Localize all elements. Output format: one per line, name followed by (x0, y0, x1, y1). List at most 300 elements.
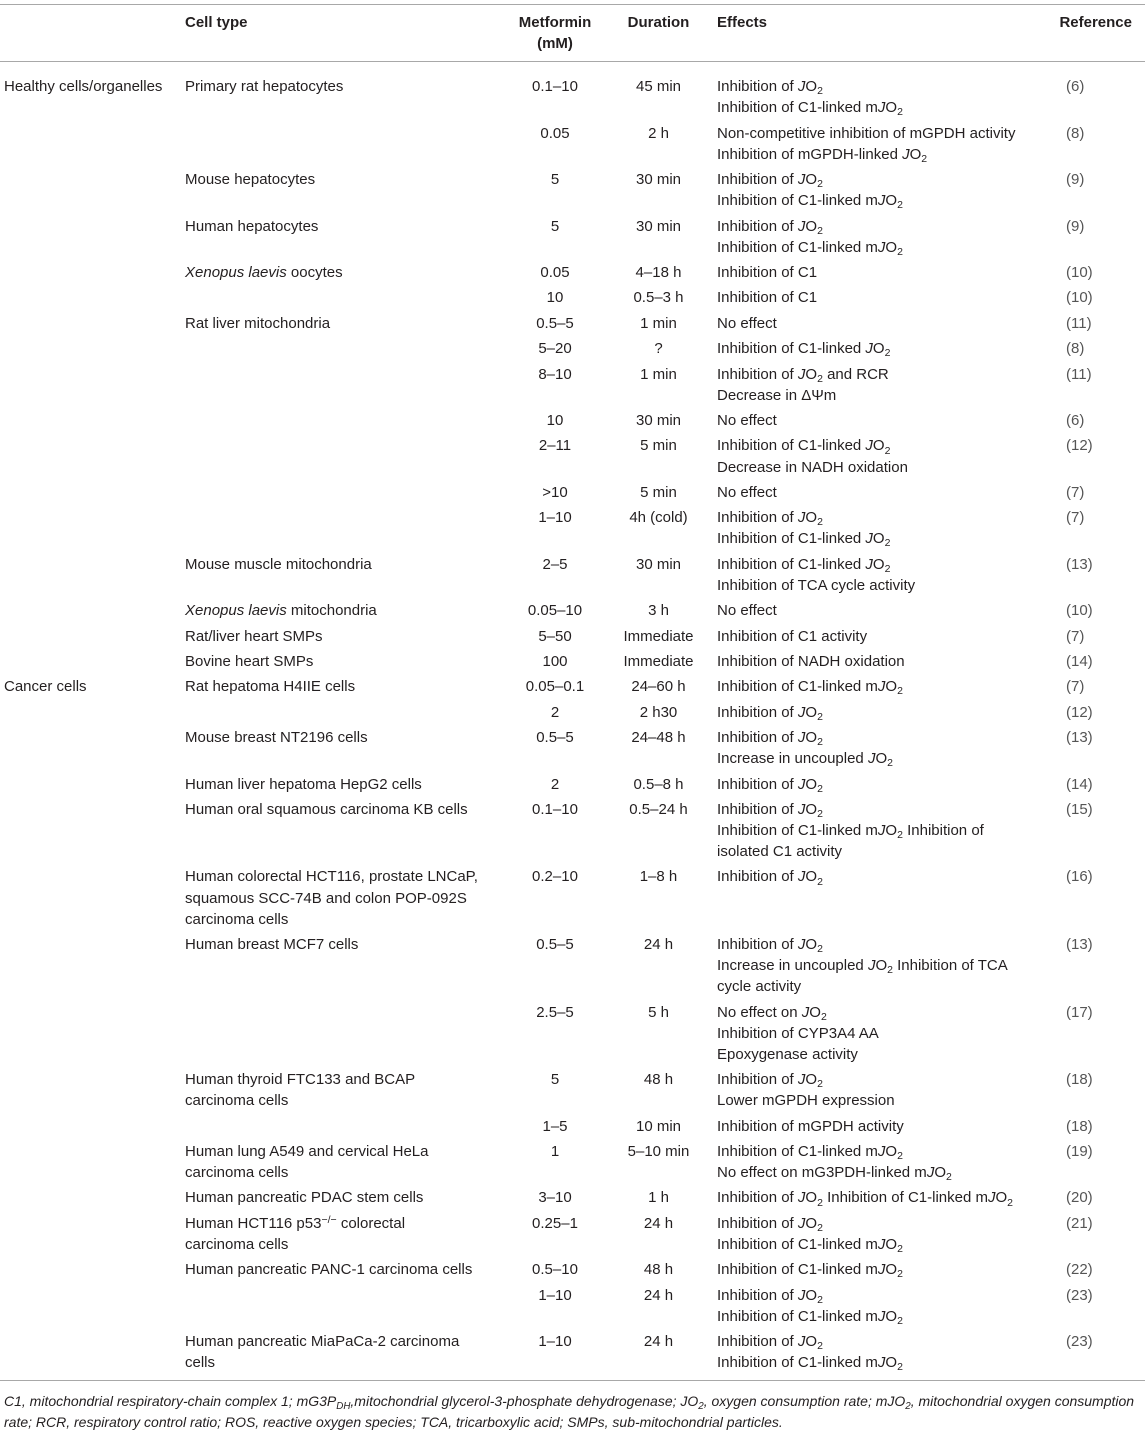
reference-cell (1050, 1185, 1145, 1210)
text-run: rate; RCR, respiratory control ratio; ROS, reactive oxygen species; TCA, tricarboxylic acid; SMPs, sub-mitochondrial particles. (4, 1413, 783, 1430)
header-group (0, 5, 180, 62)
reference-link[interactable]: (10) (1066, 264, 1093, 282)
reference-link[interactable]: (6) (1066, 78, 1085, 96)
italic-run: J (877, 238, 886, 256)
text-run: Human thyroid FTC133 and BCAP (185, 1071, 416, 1089)
duration-value: 2 h (648, 124, 669, 142)
effect-line (717, 76, 1050, 97)
group-cell (0, 725, 180, 771)
text-run: O (805, 1189, 818, 1207)
italic-run: J (877, 1143, 886, 1160)
effects-cell (712, 62, 1050, 121)
reference-cell (1050, 361, 1145, 407)
table-row (0, 1113, 1145, 1138)
subscript-run: 2 (817, 1196, 823, 1209)
reference-link[interactable]: (17) (1066, 1003, 1093, 1021)
metformin-dose: 0.1–10 (532, 800, 578, 818)
text-run: Inhibition of C1-linked m (717, 99, 878, 117)
italic-run: J (865, 530, 873, 548)
group-cell (0, 121, 180, 167)
table-row (0, 623, 1145, 648)
table-row (0, 999, 1145, 1067)
table-row (0, 649, 1145, 674)
cell-type-line (185, 313, 505, 334)
italic-run: J (797, 509, 806, 527)
duration-cell (605, 1283, 712, 1329)
effect-line (717, 1187, 1050, 1208)
reference-link[interactable]: (7) (1066, 509, 1085, 527)
reference-cell (1050, 285, 1145, 310)
metformin-dose: 5 (550, 217, 560, 235)
text-run: O (805, 1333, 818, 1351)
duration-value: 5 min (640, 483, 677, 501)
group-cell (0, 408, 180, 433)
effects-cell (712, 700, 1050, 725)
effect-line (717, 1234, 1050, 1255)
metformin-cell (505, 285, 605, 310)
text-run: Inhibition of (717, 1071, 798, 1089)
effects-cell (712, 999, 1050, 1067)
effects-cell (712, 771, 1050, 796)
duration-cell (605, 1257, 712, 1282)
text-run: O (885, 678, 898, 696)
text-run: O (805, 775, 818, 793)
cell-type-line (185, 1213, 505, 1234)
metformin-dose: 1–10 (538, 509, 572, 527)
text-run: O (885, 1354, 898, 1372)
italic-run: J (877, 1307, 886, 1325)
duration-cell (605, 797, 712, 865)
effects-cell (712, 433, 1050, 479)
duration-value: 24 h (643, 1333, 674, 1351)
cell-type-cell (180, 1257, 505, 1282)
reference-link[interactable]: (8) (1066, 340, 1085, 358)
reference-cell (1050, 1139, 1145, 1185)
effect-line (717, 1141, 1050, 1162)
italic-run: J (797, 78, 806, 96)
reference-link[interactable]: (9) (1066, 217, 1085, 235)
cell-type-line (185, 1331, 505, 1352)
group-cell (0, 361, 180, 407)
metformin-dose: 3–10 (538, 1189, 572, 1207)
subscript-run: 2 (897, 829, 903, 842)
effect-line (717, 866, 1050, 887)
duration-cell (605, 361, 712, 407)
duration-cell (605, 480, 712, 505)
cell-type-line (185, 888, 505, 909)
group-cell (0, 623, 180, 648)
subscript-run: 2 (945, 1171, 952, 1184)
metformin-cell (505, 311, 605, 336)
reference-cell (1050, 932, 1145, 1000)
reference-cell (1050, 552, 1145, 598)
reference-link[interactable]: (16) (1066, 868, 1093, 886)
text-run: O (872, 437, 885, 455)
effect-line (717, 1044, 1050, 1065)
table-row (0, 167, 1145, 213)
text-run: Decrease in ΔΨm (717, 386, 837, 404)
duration-value: 1 min (640, 365, 677, 383)
header-duration-label: Duration (627, 14, 690, 31)
effects-cell (712, 480, 1050, 505)
effect-line (717, 702, 1050, 723)
text-run: O (805, 365, 818, 383)
table-row (0, 480, 1145, 505)
text-run: Inhibition of C1-linked m (717, 1261, 878, 1279)
duration-cell (605, 408, 712, 433)
metformin-cell (505, 213, 605, 259)
text-run: No effect (717, 314, 777, 332)
text-run: O (805, 1071, 818, 1089)
metformin-cell (505, 408, 605, 433)
italic-run: J (988, 1189, 996, 1207)
table-row (0, 408, 1145, 433)
text-run: Inhibition of C1-linked m (717, 192, 878, 210)
text-run: Mouse breast NT2196 cells (185, 729, 368, 747)
cell-type-cell (180, 864, 505, 932)
subscript-run: 2 (817, 943, 823, 956)
metformin-dose: 2–5 (542, 555, 568, 573)
effects-cell (712, 121, 1050, 167)
duration-value: 1 h (648, 1189, 669, 1207)
subscript-run: 2 (817, 782, 823, 795)
cell-type-cell (180, 552, 505, 598)
reference-link[interactable]: (11) (1066, 314, 1092, 332)
effect-line (717, 410, 1050, 431)
text-run: O (885, 238, 898, 256)
italic-run: J (877, 99, 886, 117)
cell-type-line (185, 216, 505, 237)
effect-line (717, 748, 1050, 769)
table-row (0, 213, 1145, 259)
duration-value: Immediate (623, 652, 694, 670)
group-cell (0, 62, 180, 121)
effect-line (717, 237, 1050, 258)
effects-cell (712, 649, 1050, 674)
metformin-cell (505, 62, 605, 121)
text-run: Inhibition of (717, 1333, 798, 1351)
table-row (0, 361, 1145, 407)
text-run: carcinoma cells (185, 1164, 289, 1182)
effects-cell (712, 1139, 1050, 1185)
text-run: Increase in uncoupled (717, 957, 868, 975)
text-run: Epoxygenase activity (717, 1045, 858, 1063)
cell-type-cell (180, 932, 505, 1000)
reference-link[interactable]: (6) (1066, 412, 1085, 430)
duration-cell (605, 1211, 712, 1257)
duration-value: 48 h (643, 1261, 674, 1279)
duration-cell (605, 932, 712, 1000)
table-row (0, 505, 1145, 551)
duration-cell (605, 674, 712, 699)
subscript-run: 2 (884, 537, 891, 550)
effect-line (717, 955, 1050, 976)
effects-cell (712, 1283, 1050, 1329)
text-run: Inhibition of TCA cycle activity (717, 576, 916, 594)
metformin-dose: >10 (542, 483, 568, 501)
text-run: Human HCT116 p53 (185, 1214, 322, 1232)
effect-line (717, 123, 1050, 144)
text-run: Inhibition of C1-linked (717, 530, 866, 548)
text-run: O (805, 729, 818, 747)
cell-type-cell (180, 361, 505, 407)
reference-link[interactable]: (19) (1066, 1143, 1093, 1160)
effect-line (717, 727, 1050, 748)
reference-link[interactable]: (7) (1066, 678, 1085, 696)
text-run: Inhibition of C1-linked m (717, 1354, 878, 1372)
footnote-line (4, 1391, 1141, 1411)
effect-line (717, 338, 1050, 359)
duration-cell (605, 260, 712, 285)
effect-line (717, 799, 1050, 820)
subscript-run: 2 (897, 1243, 903, 1256)
metformin-effects-table (0, 4, 1145, 1381)
duration-cell (605, 552, 712, 598)
italic-run: J (797, 171, 806, 189)
metformin-cell (505, 649, 605, 674)
reference-link[interactable]: (21) (1066, 1214, 1093, 1232)
reference-link[interactable]: (13) (1066, 555, 1093, 573)
cell-type-cell (180, 623, 505, 648)
reference-link[interactable]: (13) (1066, 936, 1093, 954)
subscript-run: 2 (897, 245, 903, 258)
header-metformin (505, 5, 605, 62)
duration-value: 10 min (635, 1117, 682, 1135)
text-run: No effect (717, 602, 777, 620)
text-run: squamous SCC-74B and colon POP-092S (185, 889, 467, 907)
table-row (0, 433, 1145, 479)
subscript-run: 2 (887, 964, 893, 977)
effect-line (717, 144, 1050, 165)
group-cell (0, 999, 180, 1067)
reference-link[interactable]: (11) (1066, 365, 1092, 383)
effect-line (717, 841, 1050, 862)
effect-line (717, 482, 1050, 503)
reference-link[interactable]: (7) (1066, 483, 1085, 501)
reference-link[interactable]: (14) (1066, 652, 1093, 670)
reference-cell (1050, 1329, 1145, 1381)
effect-line (717, 287, 1050, 308)
effects-cell (712, 932, 1050, 1000)
cell-type-line (185, 554, 505, 575)
text-run: O (805, 868, 818, 886)
metformin-dose: 0.05–10 (527, 602, 583, 620)
effect-line (717, 976, 1050, 997)
duration-value: 1 min (640, 314, 677, 332)
table-row (0, 1329, 1145, 1381)
text-run: Human pancreatic PANC-1 carcinoma cells (185, 1261, 473, 1279)
reference-link[interactable]: (7) (1066, 627, 1085, 645)
italic-run: J (797, 936, 806, 954)
reference-link[interactable]: (8) (1066, 124, 1085, 142)
text-run: cells (185, 1354, 216, 1372)
reference-cell (1050, 649, 1145, 674)
effect-line (717, 575, 1050, 596)
reference-link[interactable]: (10) (1066, 602, 1093, 620)
text-run: Inhibition of (717, 1214, 798, 1232)
text-run: O (805, 1214, 818, 1232)
cell-type-line (185, 1259, 505, 1280)
effect-line (717, 1162, 1050, 1183)
italic-run: J (865, 555, 873, 573)
duration-value: 0.5–8 h (633, 775, 684, 793)
subscript-run: 2 (897, 199, 903, 212)
cell-type-line (185, 1234, 505, 1255)
reference-link[interactable]: (18) (1066, 1071, 1093, 1089)
metformin-dose: 0.05–0.1 (525, 678, 585, 696)
table-row (0, 598, 1145, 623)
group-cell (0, 1185, 180, 1210)
reference-cell (1050, 725, 1145, 771)
duration-value: 2 h30 (639, 703, 678, 721)
reference-link[interactable]: (10) (1066, 289, 1093, 307)
duration-cell (605, 121, 712, 167)
table-row (0, 674, 1145, 699)
cell-type-line (185, 799, 505, 820)
metformin-dose: 5–50 (538, 627, 572, 645)
table-row (0, 932, 1145, 1000)
table-row (0, 1139, 1145, 1185)
effect-line (717, 528, 1050, 549)
duration-value: 3 h (648, 602, 669, 620)
subscript-run: 2 (897, 106, 903, 119)
text-run: No effect (717, 412, 777, 430)
header-effects-label: Effects (717, 14, 768, 31)
metformin-cell (505, 1257, 605, 1282)
cell-type-line (185, 76, 505, 97)
text-run: O (805, 703, 818, 721)
duration-value: 30 min (635, 555, 682, 573)
text-run: Mouse hepatocytes (185, 171, 316, 189)
subscript-run: 2 (817, 516, 823, 529)
effect-line (717, 97, 1050, 118)
text-run: Inhibition of C1-linked (717, 555, 866, 573)
header-reference-label: Reference (1059, 14, 1132, 31)
italic-run: Xenopus laevis (185, 264, 287, 282)
header-cell-type-label: Cell type (185, 14, 248, 31)
reference-cell (1050, 167, 1145, 213)
subscript-run: 2 (817, 710, 823, 723)
duration-cell (605, 1139, 712, 1185)
reference-link[interactable]: (23) (1066, 1333, 1093, 1351)
italic-run: J (797, 1214, 806, 1232)
subscript-run: 2 (817, 875, 823, 888)
duration-cell (605, 1185, 712, 1210)
group-cell (0, 1257, 180, 1282)
reference-link[interactable]: (18) (1066, 1117, 1093, 1135)
cell-type-cell (180, 1185, 505, 1210)
text-run: O (885, 99, 898, 117)
duration-cell (605, 649, 712, 674)
effect-line (717, 934, 1050, 955)
duration-cell (605, 336, 712, 361)
duration-cell (605, 62, 712, 121)
reference-link[interactable]: (9) (1066, 171, 1085, 189)
metformin-dose: 1–10 (538, 1333, 572, 1351)
italic-run: J (797, 1071, 806, 1089)
reference-link[interactable]: (14) (1066, 775, 1093, 793)
metformin-cell (505, 623, 605, 648)
text-run: O (875, 957, 888, 975)
text-run: ,mitochondrial glycerol-3-phosphate dehydrogenase; JO (350, 1393, 699, 1410)
metformin-dose: 5–20 (538, 340, 572, 358)
reference-link[interactable]: (23) (1066, 1286, 1093, 1304)
duration-cell (605, 598, 712, 623)
subscript-run: 2 (817, 1340, 823, 1353)
header-metformin-label: Metformin (518, 14, 592, 31)
effect-line (717, 774, 1050, 795)
effects-cell (712, 1257, 1050, 1282)
reference-link[interactable]: (12) (1066, 437, 1093, 455)
effect-line (717, 1306, 1050, 1327)
cell-type-cell (180, 336, 505, 361)
effects-cell (712, 1113, 1050, 1138)
reference-link[interactable]: (12) (1066, 703, 1093, 721)
reference-link[interactable]: (20) (1066, 1189, 1093, 1207)
effect-line (717, 1023, 1050, 1044)
metformin-cell (505, 505, 605, 551)
italic-run: J (877, 1235, 886, 1253)
effects-cell (712, 505, 1050, 551)
group-cell (0, 1067, 180, 1113)
duration-cell (605, 285, 712, 310)
text-run: Inhibition of C1 (717, 289, 818, 307)
text-run: O (872, 555, 885, 573)
text-run: Primary rat hepatocytes (185, 78, 344, 96)
effect-line (717, 651, 1050, 672)
header-row (0, 5, 1145, 62)
text-run: Inhibition of C1-linked (717, 437, 866, 455)
subscript-run: 2 (817, 1221, 823, 1234)
effect-line (717, 1116, 1050, 1137)
cell-type-cell (180, 433, 505, 479)
italic-run: J (902, 145, 910, 163)
metformin-cell (505, 1329, 605, 1381)
cell-type-line (185, 774, 505, 795)
duration-value: 5–10 min (627, 1143, 690, 1160)
subscript-run: 2 (817, 1293, 823, 1306)
effects-cell (712, 1211, 1050, 1257)
subscript-run: 2 (820, 1010, 827, 1023)
effect-line (717, 820, 1050, 841)
reference-link[interactable]: (15) (1066, 800, 1093, 818)
reference-cell (1050, 480, 1145, 505)
group-cell (0, 1113, 180, 1138)
reference-cell (1050, 311, 1145, 336)
text-run: colorectal (336, 1214, 406, 1232)
text-run: Inhibition of NADH oxidation (717, 652, 905, 670)
effects-cell (712, 552, 1050, 598)
group-label: Healthy cells/organelles (4, 78, 163, 96)
duration-value: 1–8 h (639, 868, 678, 886)
duration-cell (605, 167, 712, 213)
text-run: O (809, 1003, 821, 1021)
text-run: O (872, 340, 885, 358)
reference-link[interactable]: (13) (1066, 729, 1093, 747)
group-cell (0, 771, 180, 796)
effects-cell (712, 725, 1050, 771)
cell-type-cell (180, 725, 505, 771)
text-run: O (805, 800, 818, 818)
reference-cell (1050, 700, 1145, 725)
italic-run: J (797, 775, 806, 793)
header-metformin-unit: (mM) (537, 35, 573, 53)
reference-cell (1050, 505, 1145, 551)
text-run: O (805, 171, 818, 189)
metformin-dose: 8–10 (538, 365, 572, 383)
reference-link[interactable]: (22) (1066, 1261, 1093, 1279)
text-run: Lower mGPDH expression (717, 1092, 895, 1110)
